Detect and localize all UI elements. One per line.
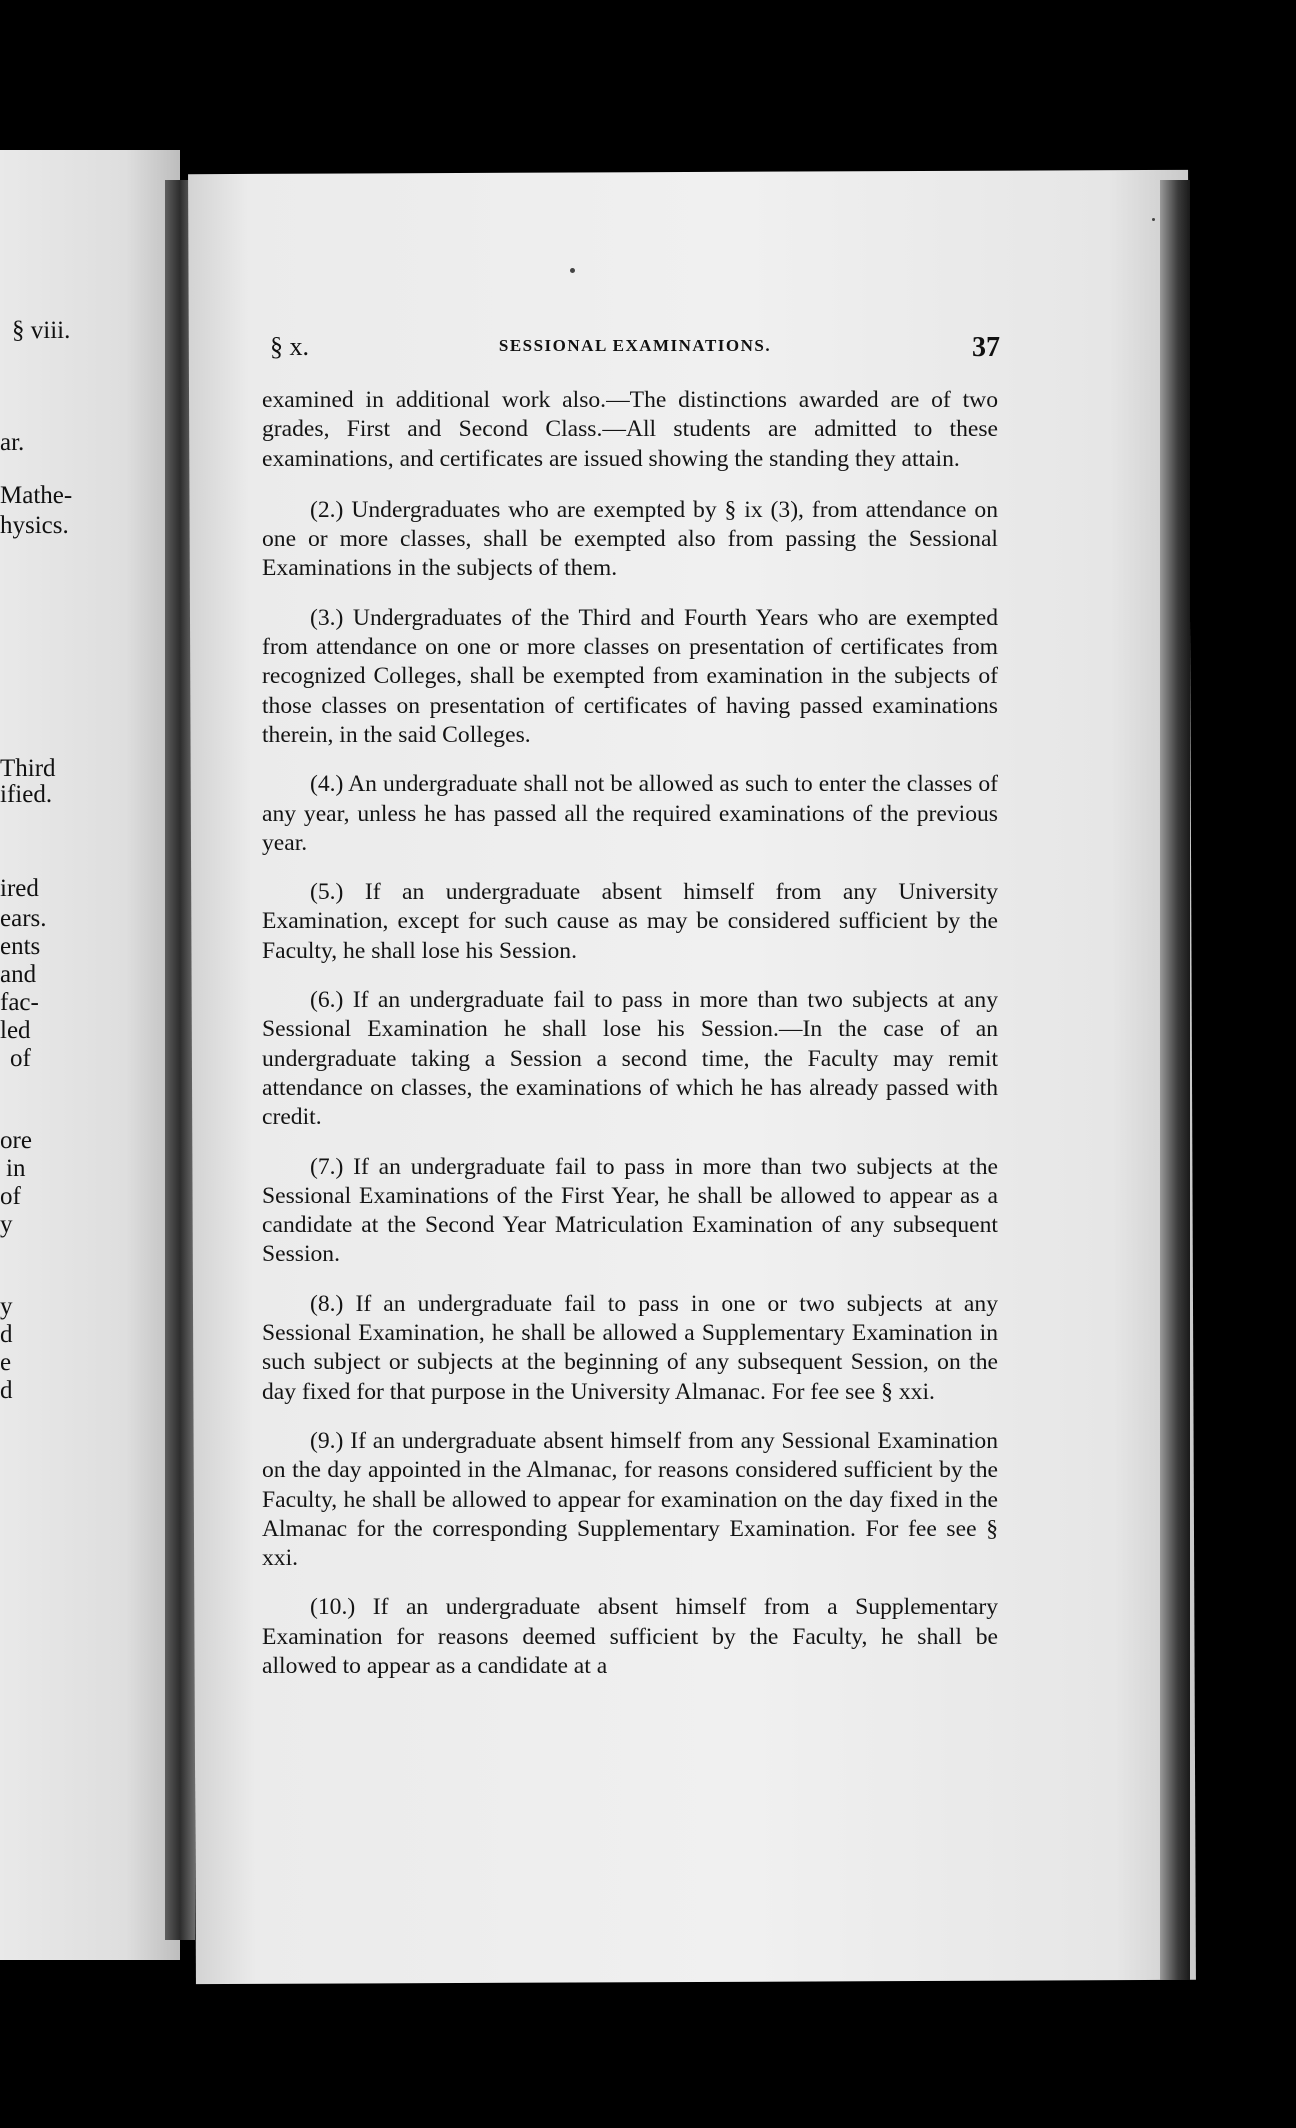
- paragraph-continued: examined in additional work also.—The distinctions awarded are of two grades, First and Second Class.—All students are admitted to these examinations, and certificates are issued showing the standing they attain.: [262, 387, 998, 472]
- left-page-fragment: Mathe-: [0, 482, 73, 509]
- left-page-fragment: e: [0, 1349, 12, 1376]
- page-number: 37: [972, 332, 1000, 363]
- left-page-fragment: led: [0, 1017, 31, 1044]
- left-page-fragment: hysics.: [0, 512, 69, 539]
- left-page-fragment: y: [0, 1211, 13, 1238]
- running-header: [270, 332, 1000, 364]
- paragraph-10: (10.) If an undergraduate absent himself from a Supplementary Examination for reasons deemed sufficient by the Faculty, he shall be allowed to appear as a candidate at a: [262, 1594, 998, 1679]
- header-title: SESSIONAL EXAMINATIONS.: [498, 336, 772, 355]
- ink-speck: [1152, 218, 1155, 221]
- left-page-fragment: d: [0, 1321, 13, 1348]
- left-page-fragment: of: [0, 1183, 21, 1210]
- left-page-fragment: ar.: [0, 429, 25, 456]
- left-page-fragment: ents: [0, 933, 41, 960]
- ink-speck: [570, 268, 575, 273]
- body-text: [262, 386, 998, 1681]
- paragraph-5: (5.) If an undergraduate absent himself from any University Examination, except for such cause as may be considered sufficient by the Faculty, he shall lose his Session.: [262, 879, 998, 964]
- paragraph-6: (6.) If an undergraduate fail to pass in more than two subjects at any Sessional Examination he shall lose his Session.—In the case of an undergraduate taking a Session a second time, the Faculty may remit attendance on classes, the examinations of which he has already passed with credit.: [262, 987, 998, 1131]
- left-page-fragment: fac-: [0, 989, 39, 1016]
- paragraph-2: (2.) Undergraduates who are exempted by § ix (3), from attendance on one or more classes, shall be exempted also from passing the Sessional Examinations in the subjects of them.: [262, 496, 998, 582]
- left-page-fragment: of: [10, 1045, 31, 1072]
- paragraph-7: (7.) If an undergraduate fail to pass in more than two subjects at the Sessional Examinations of the First Year, he shall be allowed to appear as a candidate at the Second Year Matriculation Examination of any subsequent Session.: [262, 1153, 998, 1268]
- paragraph-9: (9.) If an undergraduate absent himself from any Sessional Examination on the day appointed in the Almanac, for reasons considered sufficient by the Faculty, he shall be allowed to appear for examination on the day fixed in the Almanac for the corresponding Supplementary Examination. For fee see § xxi.: [262, 1427, 998, 1572]
- header-section-ref: § x.: [270, 332, 309, 361]
- left-page-fragment: ore: [0, 1127, 32, 1154]
- left-page-fragment: ears.: [0, 905, 47, 932]
- left-page-fragment: ired: [0, 875, 39, 902]
- left-page-fragment: y: [0, 1293, 13, 1320]
- left-page-fragment: ified.: [0, 781, 53, 808]
- paragraph-4: (4.) An undergraduate shall not be allowed as such to enter the classes of any year, unless he has passed all the required examinations of the previous year.: [262, 771, 998, 856]
- left-page-fragment: in: [6, 1155, 26, 1182]
- left-page: [0, 150, 180, 1960]
- left-page-fragment: and: [0, 961, 37, 988]
- paragraph-3: (3.) Undergraduates of the Third and Fourth Years who are exempted from attendance on one or more classes on presentation of certificates from recognized Colleges, shall be exempted from examination in the subjects of those classes on presentation of certificates of having passed examinations therein, in the said Colleges.: [262, 604, 998, 748]
- left-page-fragment: § viii.: [12, 317, 71, 344]
- left-page-fragment: d: [0, 1377, 13, 1404]
- page-edge-shadow: [1160, 180, 1190, 1980]
- left-page-fragment: Third: [0, 755, 56, 782]
- paragraph-8: (8.) If an undergraduate fail to pass in one or two subjects at any Sessional Examination, he shall be allowed a Supplementary Examination in such subject or subjects at the beginning of any subsequent Session, on the day fixed for that purpose in the University Almanac. For fee see § xxi.: [262, 1290, 998, 1405]
